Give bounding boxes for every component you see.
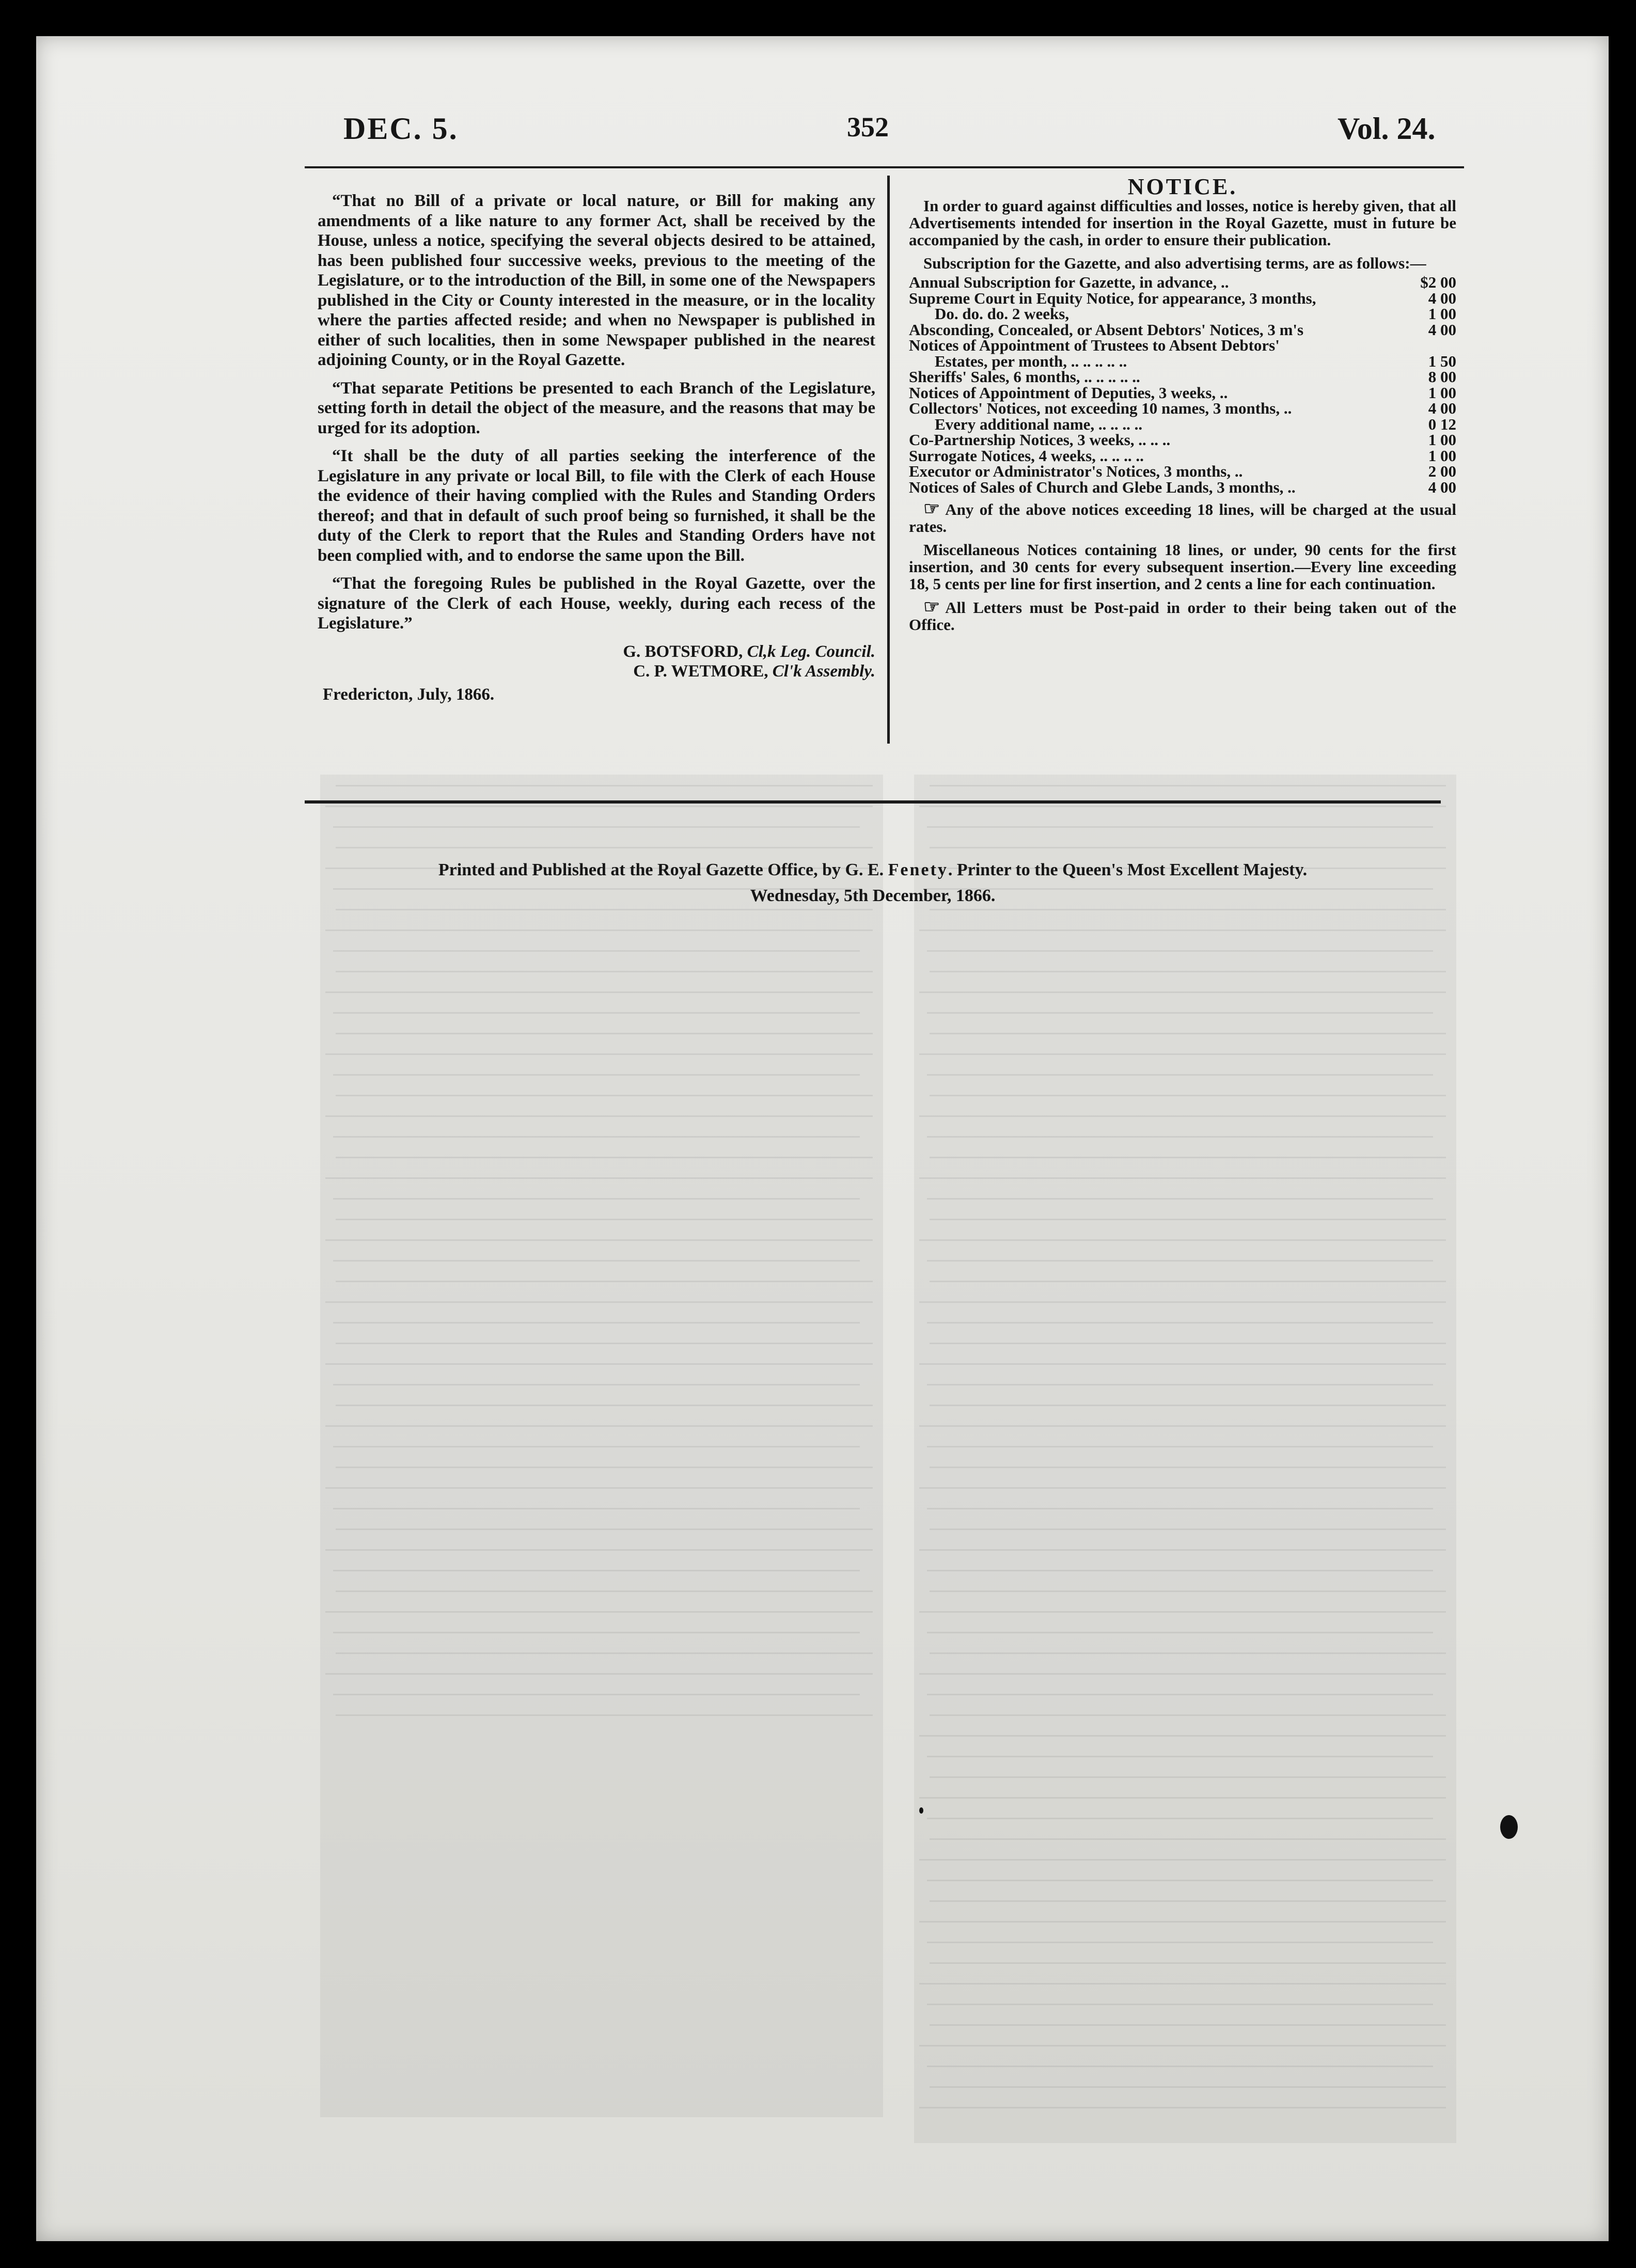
bleed-line	[927, 1322, 1433, 1324]
bleed-line	[930, 847, 1446, 848]
bleed-line	[930, 1776, 1446, 1778]
bleed-line	[333, 1570, 860, 1571]
bleed-line	[919, 2045, 1446, 2046]
bleed-line	[336, 1529, 873, 1530]
bleed-line	[927, 1446, 1433, 1447]
bleed-line	[333, 1384, 860, 1385]
rate-item: Annual Subscription for Gazette, in advance, ..	[909, 273, 1229, 291]
bleed-line	[919, 806, 1446, 807]
rule-paragraph: “That the foregoing Rules be published in the Royal Gazette, over the signature of the Clerk of each House, weekly, during each recess of the Legislature.”	[318, 574, 875, 633]
bleed-line	[333, 1074, 860, 1076]
imprint-line-1	[310, 857, 1436, 883]
bleed-line	[333, 1694, 860, 1695]
bleed-line	[919, 1363, 1446, 1365]
rate-row	[909, 480, 1456, 496]
printer-name: Fenety	[888, 860, 948, 879]
bleed-line	[325, 1177, 873, 1179]
bleed-line	[930, 1343, 1446, 1344]
bleed-line	[927, 1012, 1433, 1014]
postpaid-note	[909, 598, 1456, 633]
rate-amount: 4 00	[1428, 289, 1456, 307]
signature-name: G. BOTSFORD,	[623, 642, 743, 661]
bleed-line	[333, 1322, 860, 1324]
bleed-line	[930, 2086, 1446, 2088]
misc-note: Miscellaneous Notices containing 18 lines, or under, 90 cents for the first insertion, and 30 cents for every subsequent insertion.—Every line exceeding 18, 5 cents per line for first insertion, and 2 cents a line for each continuation.	[909, 541, 1456, 593]
rate-amount: 4 00	[1428, 399, 1456, 417]
rate-item: Notices of Appointment of Trustees to Absent Debtors'	[909, 336, 1280, 354]
rate-item: Sheriffs' Sales, 6 months, .. .. .. .. ..	[909, 368, 1140, 386]
rate-row	[909, 417, 1456, 433]
rate-amount: 4 00	[1428, 478, 1456, 496]
rate-item: Collectors' Notices, not exceeding 10 names, 3 months, ..	[909, 399, 1292, 417]
bleed-line	[325, 1673, 873, 1675]
bleed-line	[336, 1590, 873, 1592]
bleed-line	[919, 1425, 1446, 1427]
bleed-line	[927, 1508, 1433, 1509]
page-number: 352	[847, 112, 889, 143]
header-rule	[305, 166, 1464, 168]
bleed-line	[919, 1735, 1446, 1737]
bleed-line	[927, 1632, 1433, 1633]
bleed-line	[919, 1921, 1446, 1923]
bleed-line	[325, 1611, 873, 1613]
postpaid-note-text: All Letters must be Post-paid in order to their being taken out of the Office.	[909, 598, 1456, 634]
rate-row	[909, 432, 1456, 448]
rate-item: Surrogate Notices, 4 weeks, .. .. .. ..	[909, 446, 1144, 465]
bleed-line	[325, 1487, 873, 1489]
bleed-line	[325, 1425, 873, 1427]
ink-speck	[919, 1807, 923, 1814]
bleed-line	[325, 991, 873, 993]
bleed-line	[927, 1198, 1433, 1200]
bleed-line	[919, 1797, 1446, 1799]
bleed-line	[333, 950, 860, 952]
signature-botsford	[318, 642, 875, 662]
pointing-hand-icon: ☞	[923, 596, 940, 617]
bleed-line	[325, 1549, 873, 1551]
rate-amount: 8 00	[1428, 368, 1456, 386]
bleed-line	[930, 1962, 1446, 1964]
bleed-line	[336, 1714, 873, 1716]
bleed-line	[919, 1611, 1446, 1613]
pointing-hand-icon: ☞	[923, 498, 940, 519]
bleed-line	[336, 1033, 873, 1034]
bleed-line	[336, 1219, 873, 1220]
bleed-line	[919, 1549, 1446, 1551]
header-date: DEC. 5.	[343, 112, 459, 146]
ink-blot	[1500, 1815, 1518, 1839]
bleed-line	[930, 2024, 1446, 2026]
terms-intro: Subscription for the Gazette, and also advertising terms, are as follows:—	[923, 254, 1426, 272]
bleed-through-right	[914, 775, 1456, 2143]
imprint-text: Printed and Published at the Royal Gazette Office, by G. E.	[438, 860, 888, 879]
rate-item: Absconding, Concealed, or Absent Debtors' Notices, 3 m's	[909, 320, 1304, 339]
rate-row	[909, 369, 1456, 385]
bleed-line	[927, 1942, 1433, 1943]
rate-amount: 1 00	[1428, 446, 1456, 465]
bleed-line	[336, 1652, 873, 1654]
bleed-line	[927, 1756, 1433, 1757]
bleed-line	[325, 806, 873, 807]
bleed-line	[333, 1632, 860, 1633]
rule-paragraph: “It shall be the duty of all parties seeking the interference of the Legislature in any private or local Bill, to file with the Clerk of each House the evidence of their having complied with the Rules and Standing Orders thereof; and that in default of such proof being so furnished, it shall be the duty of the Clerk to report that the Rules and Standing Orders have not been complied with, and to endorse the same upon the Bill.	[318, 447, 875, 565]
bleed-line	[333, 1446, 860, 1447]
bleed-line	[919, 2107, 1446, 2108]
bleed-line	[927, 2066, 1433, 2067]
imprint-date: Wednesday, 5th December, 1866.	[750, 886, 996, 905]
rate-item: Notices of Appointment of Deputies, 3 weeks, ..	[909, 383, 1228, 402]
rate-row	[909, 464, 1456, 480]
overflow-note	[909, 500, 1456, 535]
rate-row	[909, 448, 1456, 464]
rate-row	[909, 354, 1456, 370]
bleed-line	[927, 1136, 1433, 1138]
bleed-line	[336, 1343, 873, 1344]
bleed-line	[927, 1074, 1433, 1076]
bleed-line	[333, 1508, 860, 1509]
rate-amount: 2 00	[1428, 462, 1456, 480]
rate-amount: 1 00	[1428, 431, 1456, 449]
bleed-line	[325, 1239, 873, 1241]
rate-row	[909, 275, 1456, 291]
rates-table	[909, 275, 1456, 495]
signature-name: C. P. WETMORE,	[633, 662, 768, 681]
bleed-line	[930, 909, 1446, 910]
overflow-note-text: Any of the above notices exceeding 18 lines, will be charged at the usual rates.	[909, 500, 1456, 536]
bleed-line	[930, 1900, 1446, 1902]
bleed-line	[336, 847, 873, 848]
imprint	[310, 857, 1436, 909]
bleed-line	[927, 1880, 1433, 1881]
bleed-line	[930, 785, 1446, 786]
notice-intro: In order to guard against difficulties and losses, notice is hereby given, that all Advertisements intended for insertion in the Royal Gazette, must in future be accompanied by the cash, in order to ensure their publication.	[909, 197, 1456, 249]
bleed-line	[927, 1260, 1433, 1262]
bleed-line	[919, 1673, 1446, 1675]
imprint-text: . Printer to the Queen's Most Excellent Majesty.	[948, 860, 1308, 879]
bleed-line	[930, 1405, 1446, 1406]
bleed-line	[930, 1281, 1446, 1282]
rate-amount: 1 50	[1428, 352, 1456, 370]
rate-row	[909, 338, 1456, 354]
bleed-line	[333, 1012, 860, 1014]
rate-item: Notices of Sales of Church and Glebe Lands, 3 months, ..	[909, 478, 1296, 496]
rate-item: Every additional name, .. .. .. ..	[935, 415, 1143, 433]
rate-item: Supreme Court in Equity Notice, for appearance, 3 months,	[909, 289, 1316, 307]
bleed-line	[927, 1570, 1433, 1571]
bleed-line	[336, 785, 873, 786]
signature-title: Cl,k Leg. Council.	[747, 642, 875, 661]
bleed-line	[930, 1652, 1446, 1654]
place-date: Fredericton, July, 1866.	[323, 685, 495, 704]
bleed-line	[325, 1053, 873, 1055]
rate-amount: 4 00	[1428, 320, 1456, 339]
rate-row	[909, 385, 1456, 401]
bleed-line	[927, 1818, 1433, 1819]
rate-item: Co-Partnership Notices, 3 weeks, .. .. ..	[909, 431, 1171, 449]
bleed-line	[927, 950, 1433, 952]
bleed-line	[930, 1467, 1446, 1468]
rate-item: Estates, per month, .. .. .. .. ..	[935, 352, 1127, 370]
bleed-line	[336, 1405, 873, 1406]
bleed-line	[333, 1260, 860, 1262]
bleed-line	[927, 1384, 1433, 1385]
bleed-line	[927, 1694, 1433, 1695]
rate-amount: $2 00	[1420, 273, 1456, 291]
bleed-line	[919, 1053, 1446, 1055]
bleed-line	[919, 1115, 1446, 1117]
bleed-line	[930, 1838, 1446, 1840]
rate-amount: 1 00	[1428, 305, 1456, 323]
rules-column	[318, 191, 875, 704]
bleed-line	[333, 1198, 860, 1200]
bleed-line	[333, 826, 860, 828]
bleed-line	[930, 1714, 1446, 1716]
rate-row	[909, 401, 1456, 417]
bleed-line	[930, 1219, 1446, 1220]
rule-paragraph: “That no Bill of a private or local nature, or Bill for making any amendments of a like nature to any former Act, shall be received by the House, unless a notice, specifying the several objects desired to be attained, has been published four successive weeks, previous to the meeting of the Legislature, or to the introduction of the Bill, in some one of the Newspapers published in the City or County interested in the measure, or in the locality where the parties affected reside; and when no Newspaper is published in either of such localities, then in some Newspaper published in the nearest adjoining County, or in the Royal Gazette.	[318, 192, 875, 369]
bleed-line	[919, 930, 1446, 931]
bleed-line	[336, 909, 873, 910]
bleed-line	[336, 1467, 873, 1468]
bleed-line	[919, 1239, 1446, 1241]
rate-amount: 1 00	[1428, 383, 1456, 402]
bleed-line	[927, 2004, 1433, 2005]
bleed-line	[336, 1157, 873, 1158]
bleed-line	[919, 1859, 1446, 1861]
column-divider	[887, 176, 890, 744]
bleed-line	[930, 1095, 1446, 1096]
bleed-line	[930, 1033, 1446, 1034]
bleed-line	[930, 1590, 1446, 1592]
signature-title: Cl'k Assembly.	[772, 662, 875, 681]
bleed-line	[919, 1487, 1446, 1489]
rate-amount	[1407, 338, 1456, 354]
rate-amount: 0 12	[1428, 415, 1456, 433]
bleed-line	[919, 1177, 1446, 1179]
bleed-line	[325, 1115, 873, 1117]
bleed-line	[325, 1301, 873, 1303]
notice-column	[909, 174, 1456, 639]
rate-item: Executor or Administrator's Notices, 3 months, ..	[909, 462, 1243, 480]
rate-row	[909, 306, 1456, 322]
bleed-line	[930, 971, 1446, 972]
bleed-line	[919, 991, 1446, 993]
bleed-line	[919, 1983, 1446, 1984]
notice-title: NOTICE.	[1127, 174, 1238, 199]
bleed-line	[333, 1136, 860, 1138]
rate-item: Do. do. do. 2 weeks,	[935, 305, 1069, 323]
signature-wetmore	[318, 662, 875, 682]
rate-row	[909, 291, 1456, 307]
bleed-line	[336, 1281, 873, 1282]
bleed-line	[336, 971, 873, 972]
bleed-line	[930, 1529, 1446, 1530]
volume-number: Vol. 24.	[1338, 112, 1436, 146]
rule-paragraph: “That separate Petitions be presented to each Branch of the Legislature, setting forth in detail the object of the measure, and the reasons that may be urged for its adoption.	[318, 379, 875, 437]
bleed-line	[325, 930, 873, 931]
bleed-line	[930, 1157, 1446, 1158]
bleed-line	[919, 1301, 1446, 1303]
footer-rule	[305, 800, 1441, 804]
bleed-line	[336, 1095, 873, 1096]
bleed-line	[927, 826, 1433, 828]
rate-row	[909, 322, 1456, 338]
bleed-line	[325, 1363, 873, 1365]
